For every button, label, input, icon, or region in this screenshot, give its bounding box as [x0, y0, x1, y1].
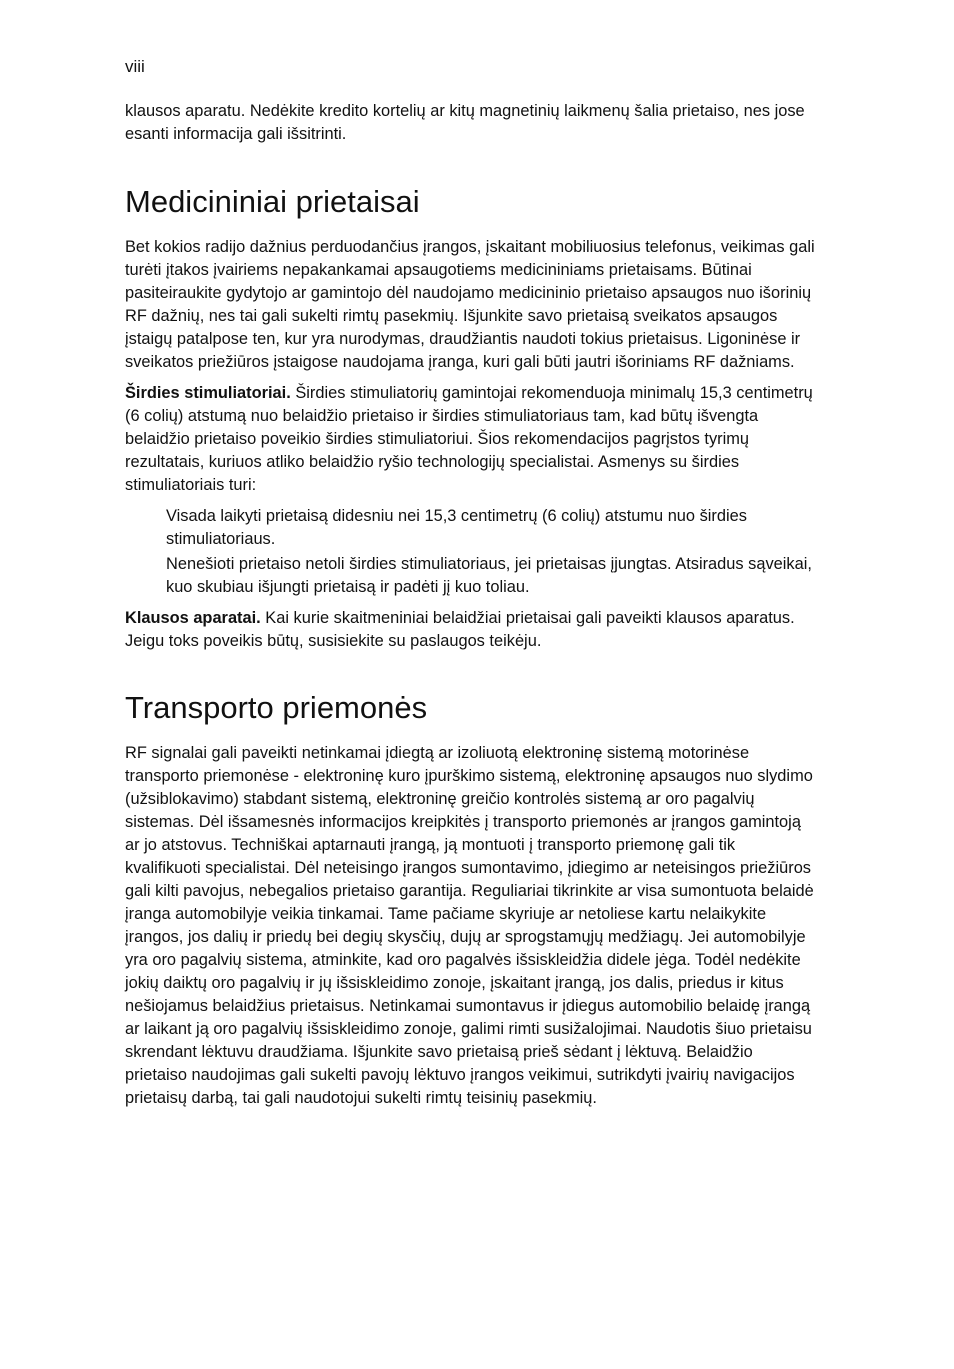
hearing-aids-paragraph [125, 607, 815, 653]
vehicles-paragraph: RF signalai gali paveikti netinkamai įdiegtą ar izoliuotą elektroninę sistemą motorinėse transporto priemonėse - elektroninę kuro įpurškimo sistemą, elektroninę apsaugos nuo slydimo (užsiblokavimo) stabdant sistemą, elektroninę greičio kontrolės sistemą ar oro pagalvių sistemas. Dėl išsamesnės informacijos kreipkitės į transporto priemonės ar įrangos gamintoją ar jo atstovus. Techniškai aptarnauti įrangą, ją montuoti į transporto priemonę gali tik kvalifikuoti specialistai. Dėl neteisingo įrangos sumontavimo, įdiegimo ar neteisingos priežiūros gali kilti pavojus, nebegalios prietaiso garantija. Reguliariai tikrinkite ar visa sumontuota belaidė įranga automobilyje veikia tinkamai. Tame pačiame skyriuje ar netoliese kartu nelaikykite įrangos, jos dalių ir priedų bei degių skysčių, dujų ar sprogstamųjų medžiagų. Jei automobilyje yra oro pagalvių sistema, atminkite, kad oro pagalvės išsiskleidžia didele jėga. Todėl nedėkite jokių daiktų oro pagalvių ir jų išsiskleidimo zonoje, įskaitant įrangą, jos dalis, priedus ir kitus nešiojamus belaidžius prietaisus. Netinkamai sumontavus ir įdiegus automobilio belaidę įrangą ar laikant ją oro pagalvių išsiskleidimo zonoje, galimi rimti susižalojimai. Naudotis šiuo prietaisu skrendant lėktuvu draudžiama. Išjunkite savo prietaisą prieš sėdant į lėktuvą. Belaidžio prietaiso naudojimas gali sukelti pavojų lėktuvo įrangos veikimui, sutrikdyti įvairių navigacijos prietaisų darbą, tai gali naudotojui sukelti rimtų teisinių pasekmių. [125, 744, 814, 1107]
page-number: viii [125, 57, 145, 76]
section-vehicles [125, 688, 815, 1110]
pacemaker-text: Širdies stimuliatorių gamintojai rekomenduoja minimalų 15,3 centimetrų (6 colių) atstumą nuo belaidžio prietaiso ir širdies stimuliatoriaus tam, kad būtų išvengta belaidžio prietaiso poveikio širdies stimuliatoriui. Šios rekomendacijos pagrįstos tyrimų rezultatais, kuriuos atliko belaidžio ryšio technologijų specialistai. Asmenys su širdies stimuliatoriais turi: [125, 384, 813, 494]
pacemaker-label: Širdies stimuliatoriai. [125, 384, 291, 402]
section-title-vehicles: Transporto priemonės [125, 690, 428, 725]
document-page [125, 56, 815, 1110]
section-medical-devices [125, 182, 815, 653]
medical-paragraph: Bet kokios radijo dažnius perduodančius įrangos, įskaitant mobiliuosius telefonus, veikimas gali turėti įtakos įvairiems nepakankamai apsaugotiems medicininiams prietaisams. Būtinai pasiteiraukite gydytojo ar gamintojo dėl naudojamo medicininio prietaiso apsaugos nuo išorinių RF dažnių, nes tai gali sukelti rimtų pasekmių. Išjunkite savo prietaisą sveikatos apsaugos įstaigų patalpose ten, kur yra nurodymas, draudžiantis naudoti tokius prietaisus. Ligoninėse ir sveikatos priežiūros įstaigose naudojama įranga, kuri gali būti jautri išoriniams RF dažniams. [125, 238, 815, 371]
pacemaker-paragraph [125, 382, 815, 497]
hearing-aids-text: Kai kurie skaitmeniniai belaidžiai prietaisai gali paveikti klausos aparatus. Jeigu toks poveikis būtų, susisiekite su paslaugos teikėju. [125, 609, 795, 650]
intro-paragraph: klausos aparatu. Nedėkite kredito kortelių ar kitų magnetinių laikmenų šalia prietaiso, nes jose esanti informacija gali išsitrinti. [125, 102, 805, 143]
list-item: Visada laikyti prietaisą didesniu nei 15,3 centimetrų (6 colių) atstumu nuo širdies stimuliatoriaus. [166, 507, 747, 548]
list-item: Nenešioti prietaiso netoli širdies stimuliatoriaus, jei prietaisas įjungtas. Atsiradus sąveikai, kuo skubiau išjungti prietaisą ir padėti jį kuo toliau. [166, 555, 812, 596]
pacemaker-instructions-list [166, 505, 815, 599]
section-title-medical: Medicininiai prietaisai [125, 184, 420, 219]
hearing-aids-label: Klausos aparatai. [125, 609, 261, 627]
